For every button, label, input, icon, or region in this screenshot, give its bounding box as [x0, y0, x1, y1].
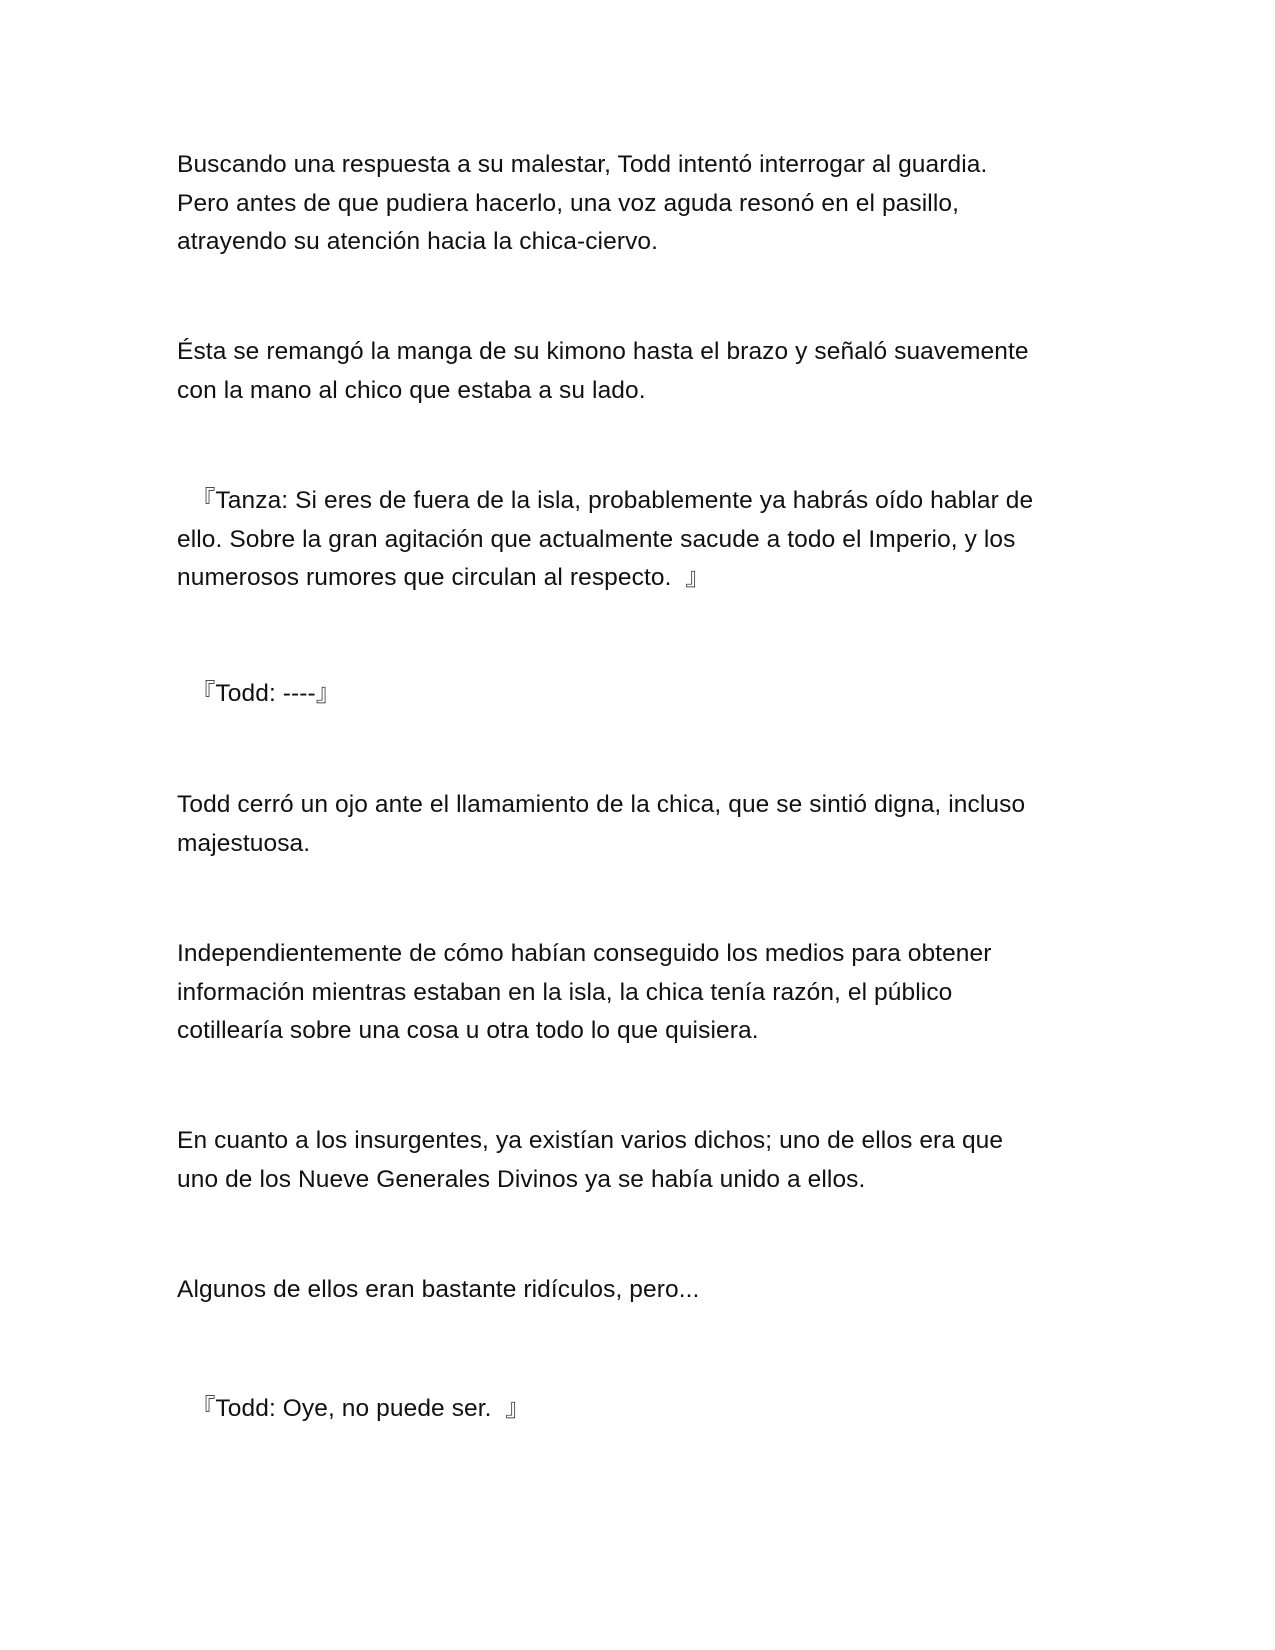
paragraph-dialogue-tanza [177, 482, 1107, 598]
paragraph-narration-2 [177, 333, 1107, 410]
text-line: ello. Sobre la gran agitación que actualmente sacude a todo el Imperio, y los [177, 525, 1016, 553]
text-line: uno de los Nueve Generales Divinos ya se había unido a ellos. [177, 1165, 866, 1193]
text-line: 『Todd: Oye, no puede ser. 』 [177, 1395, 530, 1422]
text-line: cotillearía sobre una cosa u otra todo lo que quisiera. [177, 1017, 759, 1044]
text-line: majestuosa. [177, 829, 311, 857]
text-line: Pero antes de que pudiera hacerlo, una voz aguda resonó en el pasillo, [177, 189, 960, 217]
text-line: con la mano al chico que estaba a su lado. [177, 376, 646, 404]
text-line: Independientemente de cómo habían conseguido los medios para obtener [177, 940, 992, 967]
text-line: Buscando una respuesta a su malestar, Todd intentó interrogar al guardia. [177, 151, 988, 178]
text-line: atrayendo su atención hacia la chica-ciervo. [177, 228, 659, 255]
paragraph-dialogue-todd-2 [177, 1390, 1107, 1429]
text-line: numerosos rumores que circulan al respecto. 』 [177, 564, 710, 591]
paragraph-narration-1 [177, 146, 1107, 262]
text-line: Algunos de ellos eran bastante ridículos, pero... [177, 1276, 700, 1303]
text-line: Ésta se remangó la manga de su kimono hasta el brazo y señaló suavemente [177, 338, 1029, 365]
paragraph-narration-5 [177, 1122, 1107, 1199]
text-line: En cuanto a los insurgentes, ya existían varios dichos; uno de ellos era que [177, 1127, 1004, 1154]
text-line: 『Todd: ----』 [177, 680, 341, 707]
text-line: información mientras estaban en la isla, la chica tenía razón, el público [177, 978, 953, 1006]
paragraph-narration-3 [177, 786, 1107, 863]
text-line: 『Tanza: Si eres de fuera de la isla, probablemente ya habrás oído hablar de [177, 487, 1034, 514]
paragraph-dialogue-todd-1 [177, 675, 1107, 714]
paragraph-narration-6 [177, 1271, 1107, 1310]
text-line: Todd cerró un ojo ante el llamamiento de la chica, que se sintió digna, incluso [177, 791, 1026, 818]
paragraph-narration-4 [177, 935, 1107, 1051]
